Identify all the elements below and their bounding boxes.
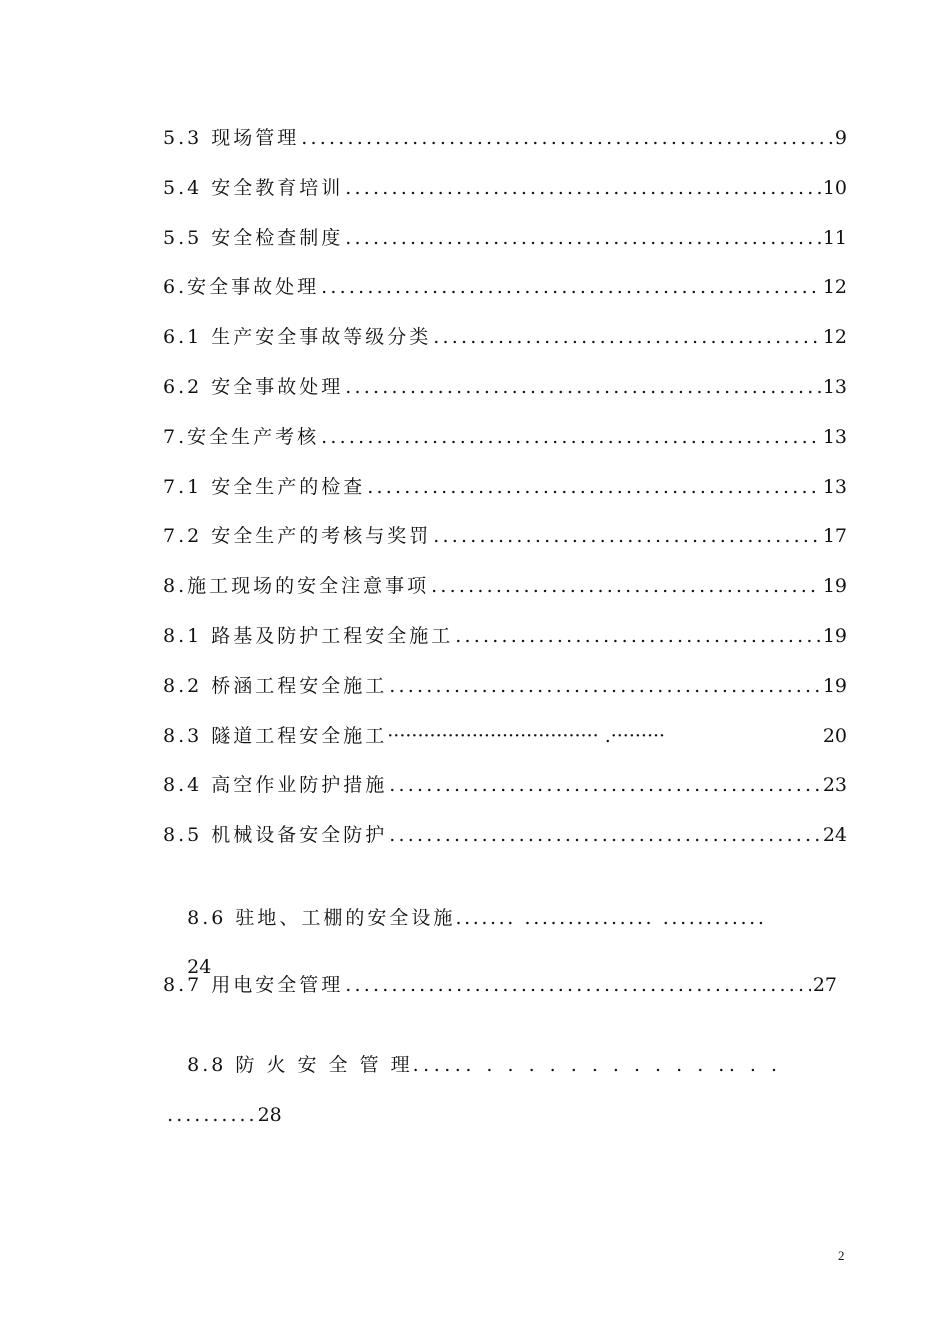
toc-entry-title: 8.6 驻地、工棚的安全设施 [187,907,456,929]
toc-entry-8-6[interactable] [163,873,766,963]
toc-leader: ··································· .········· [387,724,666,747]
toc-entry[interactable] [163,123,847,153]
toc-page-number: 20 [822,724,847,747]
toc-leader [321,272,821,302]
toc-entry[interactable] [163,173,847,203]
toc-leader [345,372,821,402]
toc-entry-title: 7.安全生产考核 [163,425,320,448]
toc-entry-title: 8.1 路基及防护工程安全施工 [163,625,454,647]
toc-leader [433,322,821,352]
toc-leader [455,621,821,651]
toc-entry[interactable] [163,571,847,601]
toc-entry[interactable] [163,372,847,402]
toc-leader [345,970,811,1000]
toc-page-number: 23 [822,774,847,797]
page-number: 2 [838,1248,845,1263]
toc-leader [321,422,821,452]
toc-entry[interactable] [163,770,847,800]
toc-leader [367,472,821,502]
toc-page-number: 19 [822,674,847,697]
toc-leader: .......... [167,1104,258,1126]
toc-page-number: 28 [257,1104,282,1126]
toc-page-number: 24 [822,824,847,847]
toc-entry-title: 5.4 安全教育培训 [163,176,344,199]
toc-page-number: 12 [822,326,847,349]
toc-entry-title: 7.1 安全生产的检查 [163,475,366,498]
toc-page-number: 10 [822,176,847,199]
toc-page-number: 24 [187,956,212,978]
toc-leader [431,571,821,601]
toc-leader: ...... . . . . . . . . . . . .. . . [412,1054,782,1076]
toc-leader [345,223,821,253]
toc-entry-title: 5.5 安全检查制度 [163,226,344,249]
toc-page-number: 17 [822,525,847,548]
toc-entry-title: 6.1 生产安全事故等级分类 [163,326,432,349]
toc-page-number: 12 [822,276,847,299]
toc-entry[interactable] [163,621,847,651]
toc-entry-title: 6.2 安全事故处理 [163,376,344,398]
toc-entry[interactable] [163,820,847,850]
toc-page-number: 13 [822,425,847,448]
toc-entry[interactable] [163,223,847,253]
toc-entry-title: 8.4 高空作业防护措施 [163,774,388,797]
toc-entry-title: 7.2 安全生产的考核与奖罚 [163,525,432,548]
toc-entry[interactable] [163,472,847,502]
toc-leader [389,820,821,850]
toc-entry-title: 5.3 现场管理 [163,127,300,149]
toc-entry-8-7[interactable] [163,970,837,1000]
toc-page-number: 13 [822,376,847,398]
toc-leader [345,173,821,203]
toc-page-number: 13 [822,475,847,498]
toc-leader: ....... ............... ............ [455,907,767,929]
toc-entry[interactable] [163,671,847,701]
toc-leader [433,521,821,551]
toc-entry-title: 6.安全事故处理 [163,276,320,299]
toc-entry[interactable] [163,721,847,751]
toc-page-number: 27 [812,974,837,996]
toc-entry[interactable] [163,322,847,352]
toc-entry-8-8-continuation [143,1070,282,1160]
toc-page-number: 11 [822,226,847,249]
toc-entry-title: 8.8 防 火 安 全 管 理 [187,1054,413,1076]
toc-entry-title: 8.2 桥涵工程安全施工 [163,674,388,697]
toc-page-number: 19 [822,625,847,647]
toc-entry[interactable] [163,422,847,452]
toc-leader [301,123,833,153]
toc-leader [389,671,821,701]
toc-entry-title: 8.3 隧道工程安全施工 [163,724,388,747]
toc-page-number: 9 [834,127,847,149]
toc-leader [389,770,821,800]
toc-entry[interactable] [163,272,847,302]
toc-entry-title: 8.7 用电安全管理 [163,974,344,996]
toc-entry-title: 8.施工现场的安全注意事项 [163,575,430,598]
toc-entry-title: 8.5 机械设备安全防护 [163,824,388,847]
toc-entry[interactable] [163,521,847,551]
toc-page-number: 19 [822,575,847,598]
